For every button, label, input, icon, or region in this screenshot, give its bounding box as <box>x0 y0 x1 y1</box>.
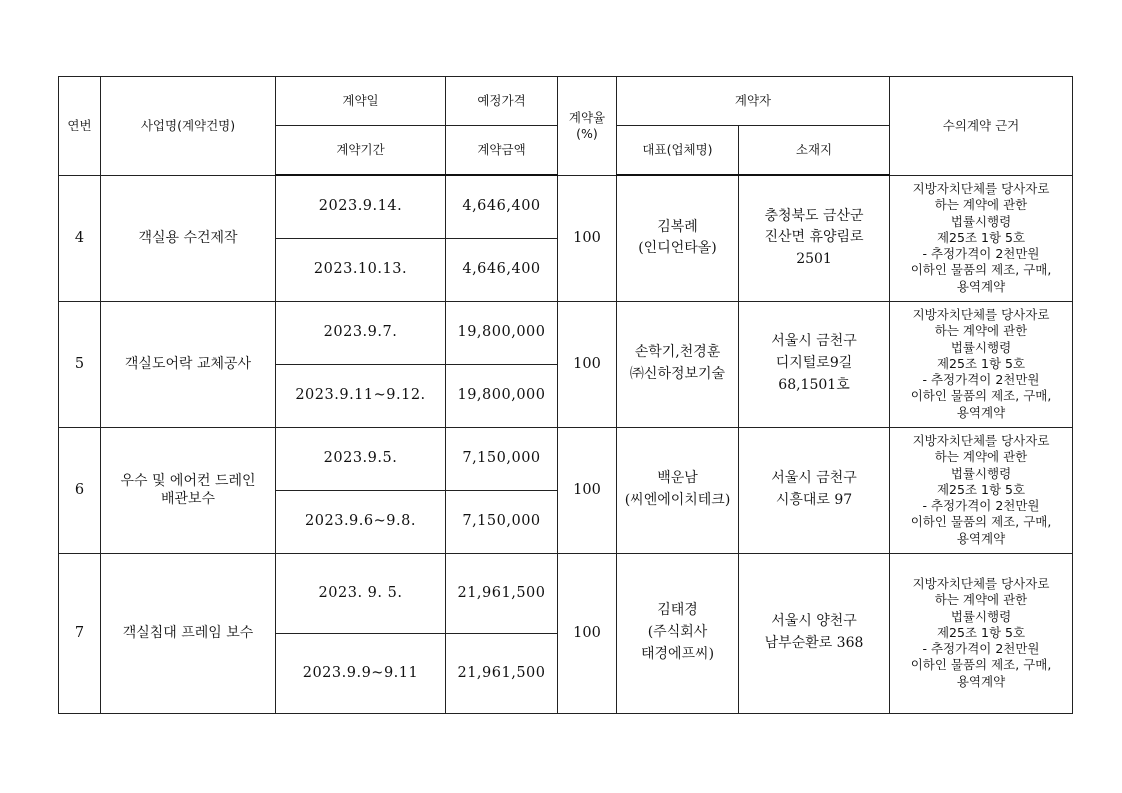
header-address: 소재지 <box>739 126 890 176</box>
table-row <box>59 553 1073 633</box>
header-contract-date: 계약일 <box>276 77 446 126</box>
row-rep: 손학기,천경훈 ㈜신하정보기술 <box>617 301 739 427</box>
row-contract-amount: 7,150,000 <box>446 490 558 553</box>
table-row <box>59 301 1073 364</box>
row-contract-date: 2023. 9. 5. <box>276 553 446 633</box>
table-row <box>59 175 1073 238</box>
row-contract-amount: 4,646,400 <box>446 238 558 301</box>
row-contract-amount: 21,961,500 <box>446 633 558 713</box>
row-rep: 김복례 (인디언타올) <box>617 175 739 301</box>
row-est-price: 21,961,500 <box>446 553 558 633</box>
row-no: 6 <box>59 427 101 553</box>
row-contract-period: 2023.9.11~9.12. <box>276 364 446 427</box>
row-contract-date: 2023.9.14. <box>276 175 446 238</box>
row-rate: 100 <box>558 301 617 427</box>
header-contract-period: 계약기간 <box>276 126 446 176</box>
row-project: 객실용 수건제작 <box>101 175 276 301</box>
row-address: 서울시 금천구 디지털로9길 68,1501호 <box>739 301 890 427</box>
row-project: 우수 및 에어컨 드레인 배관보수 <box>101 427 276 553</box>
header-basis: 수의계약 근거 <box>890 77 1073 176</box>
row-rate: 100 <box>558 427 617 553</box>
row-basis: 지방자치단체를 당사자로 하는 계약에 관한 법률시행령 제25조 1항 5호 - 추정가격이 2천만원 이하인 물품의 제조, 구매, 용역계약 <box>890 553 1073 713</box>
row-rate: 100 <box>558 553 617 713</box>
row-rate: 100 <box>558 175 617 301</box>
row-basis: 지방자치단체를 당사자로 하는 계약에 관한 법률시행령 제25조 1항 5호 - 추정가격이 2천만원 이하인 물품의 제조, 구매, 용역계약 <box>890 427 1073 553</box>
row-contract-period: 2023.10.13. <box>276 238 446 301</box>
row-est-price: 4,646,400 <box>446 175 558 238</box>
table-row <box>59 427 1073 490</box>
row-basis: 지방자치단체를 당사자로 하는 계약에 관한 법률시행령 제25조 1항 5호 - 추정가격이 2천만원 이하인 물품의 제조, 구매, 용역계약 <box>890 301 1073 427</box>
row-address: 서울시 금천구 시흥대로 97 <box>739 427 890 553</box>
row-basis: 지방자치단체를 당사자로 하는 계약에 관한 법률시행령 제25조 1항 5호 - 추정가격이 2천만원 이하인 물품의 제조, 구매, 용역계약 <box>890 175 1073 301</box>
row-est-price: 19,800,000 <box>446 301 558 364</box>
row-contract-date: 2023.9.5. <box>276 427 446 490</box>
header-est-price: 예정가격 <box>446 77 558 126</box>
header-rep: 대표(업체명) <box>617 126 739 176</box>
row-est-price: 7,150,000 <box>446 427 558 490</box>
row-no: 4 <box>59 175 101 301</box>
row-project: 객실침대 프레임 보수 <box>101 553 276 713</box>
row-project: 객실도어락 교체공사 <box>101 301 276 427</box>
row-no: 7 <box>59 553 101 713</box>
row-no: 5 <box>59 301 101 427</box>
row-contract-period: 2023.9.6~9.8. <box>276 490 446 553</box>
header-rate: 계약율 (%) <box>558 77 617 176</box>
row-address: 서울시 양천구 남부순환로 368 <box>739 553 890 713</box>
header-project: 사업명(계약건명) <box>101 77 276 176</box>
header-contract-amount: 계약금액 <box>446 126 558 176</box>
row-contract-date: 2023.9.7. <box>276 301 446 364</box>
table-header <box>59 77 1073 176</box>
row-contract-amount: 19,800,000 <box>446 364 558 427</box>
contract-table <box>58 76 1073 714</box>
header-contractor: 계약자 <box>617 77 890 126</box>
row-contract-period: 2023.9.9~9.11 <box>276 633 446 713</box>
row-address: 충청북도 금산군 진산면 휴양림로 2501 <box>739 175 890 301</box>
row-rep: 김태경 (주식회사 태경에프씨) <box>617 553 739 713</box>
row-rep: 백운남 (씨엔에이치테크) <box>617 427 739 553</box>
header-no: 연번 <box>59 77 101 176</box>
table-body <box>59 175 1073 713</box>
